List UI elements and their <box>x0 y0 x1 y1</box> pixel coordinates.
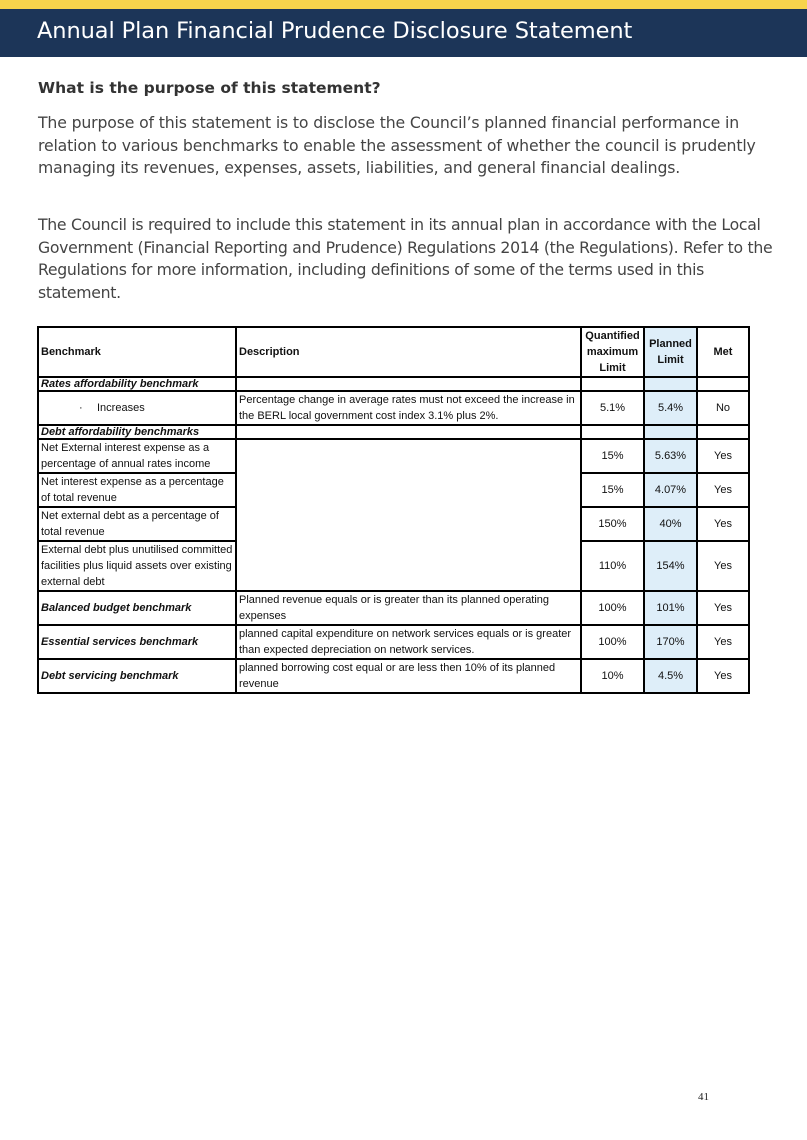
quantified-limit-cell: 150% <box>581 507 644 541</box>
met-cell: Yes <box>697 507 749 541</box>
description-cell-empty <box>236 439 581 591</box>
page-number: 41 <box>698 1091 709 1103</box>
description-cell: Percentage change in average rates must not exceed the increase in the BERL local government cost index 3.1% plus 2%. <box>236 391 581 425</box>
header-met: Met <box>697 327 749 377</box>
planned-limit-cell: 5.4% <box>644 391 697 425</box>
benchmark-label: Net External interest expense as a percentage of annual rates income <box>38 439 236 473</box>
benchmark-table <box>37 326 750 694</box>
benchmark-label: Essential services benchmark <box>38 625 236 659</box>
header-description: Description <box>236 327 581 377</box>
planned-limit-cell: 4.07% <box>644 473 697 507</box>
quantified-limit-cell: 10% <box>581 659 644 693</box>
purpose-paragraph: The purpose of this statement is to disclose the Council’s planned financial performance in relation to various benchmarks to enable the assessment of whether the council is prudently managing its revenues, expenses, assets, liabilities, and general financial dealings. <box>38 113 756 177</box>
bullet-icon: · <box>79 402 83 414</box>
section-heading: What is the purpose of this statement? <box>38 79 381 97</box>
met-cell: Yes <box>697 625 749 659</box>
top-accent-stripe <box>0 0 807 9</box>
table-row <box>38 591 749 625</box>
benchmark-label: Net interest expense as a percentage of total revenue <box>38 473 236 507</box>
header-planned-limit: Planned Limit <box>644 327 697 377</box>
planned-limit-cell: 40% <box>644 507 697 541</box>
quantified-limit-cell: 100% <box>581 591 644 625</box>
table-row <box>38 659 749 693</box>
header-benchmark: Benchmark <box>38 327 236 377</box>
planned-limit-cell: 101% <box>644 591 697 625</box>
benchmark-cell <box>38 391 236 425</box>
description-cell: planned borrowing cost equal or are less then 10% of its planned revenue <box>236 659 581 693</box>
quantified-limit-cell: 5.1% <box>581 391 644 425</box>
benchmark-label: Increases <box>97 402 145 414</box>
quantified-limit-cell: 100% <box>581 625 644 659</box>
planned-limit-cell: 5.63% <box>644 439 697 473</box>
benchmark-label: Net external debt as a percentage of total revenue <box>38 507 236 541</box>
description-cell: planned capital expenditure on network services equals or is greater than expected depreciation on network services. <box>236 625 581 659</box>
description-cell: Planned revenue equals or is greater than its planned operating expenses <box>236 591 581 625</box>
requirement-paragraph: The Council is required to include this statement in its annual plan in accordance with the Local Government (Financial Reporting and Prudence) Regulations 2014 (the Regulations). Refer to the Regulations for more information, including definitions of some of the terms used in this statement. <box>38 215 773 302</box>
benchmark-label: External debt plus unutilised committed facilities plus liquid assets over existing external debt <box>38 541 236 591</box>
met-cell: Yes <box>697 541 749 591</box>
met-cell: Yes <box>697 439 749 473</box>
category-row-rates <box>38 377 749 391</box>
met-cell: Yes <box>697 473 749 507</box>
quantified-limit-cell: 15% <box>581 439 644 473</box>
quantified-limit-cell: 15% <box>581 473 644 507</box>
met-cell: Yes <box>697 591 749 625</box>
table-row <box>38 625 749 659</box>
category-label: Debt affordability benchmarks <box>38 425 236 439</box>
benchmark-label: Balanced budget benchmark <box>38 591 236 625</box>
met-cell: No <box>697 391 749 425</box>
page-title: Annual Plan Financial Prudence Disclosure Statement <box>37 18 633 44</box>
benchmark-label: Debt servicing benchmark <box>38 659 236 693</box>
header-quantified-limit: Quantified maximum Limit <box>581 327 644 377</box>
table-row <box>38 391 749 425</box>
title-banner <box>0 9 807 57</box>
quantified-limit-cell: 110% <box>581 541 644 591</box>
planned-limit-cell: 154% <box>644 541 697 591</box>
table-header-row <box>38 327 749 377</box>
planned-limit-cell: 170% <box>644 625 697 659</box>
planned-limit-cell: 4.5% <box>644 659 697 693</box>
category-label: Rates affordability benchmark <box>38 377 236 391</box>
table-row <box>38 439 749 473</box>
met-cell: Yes <box>697 659 749 693</box>
category-row-debt <box>38 425 749 439</box>
